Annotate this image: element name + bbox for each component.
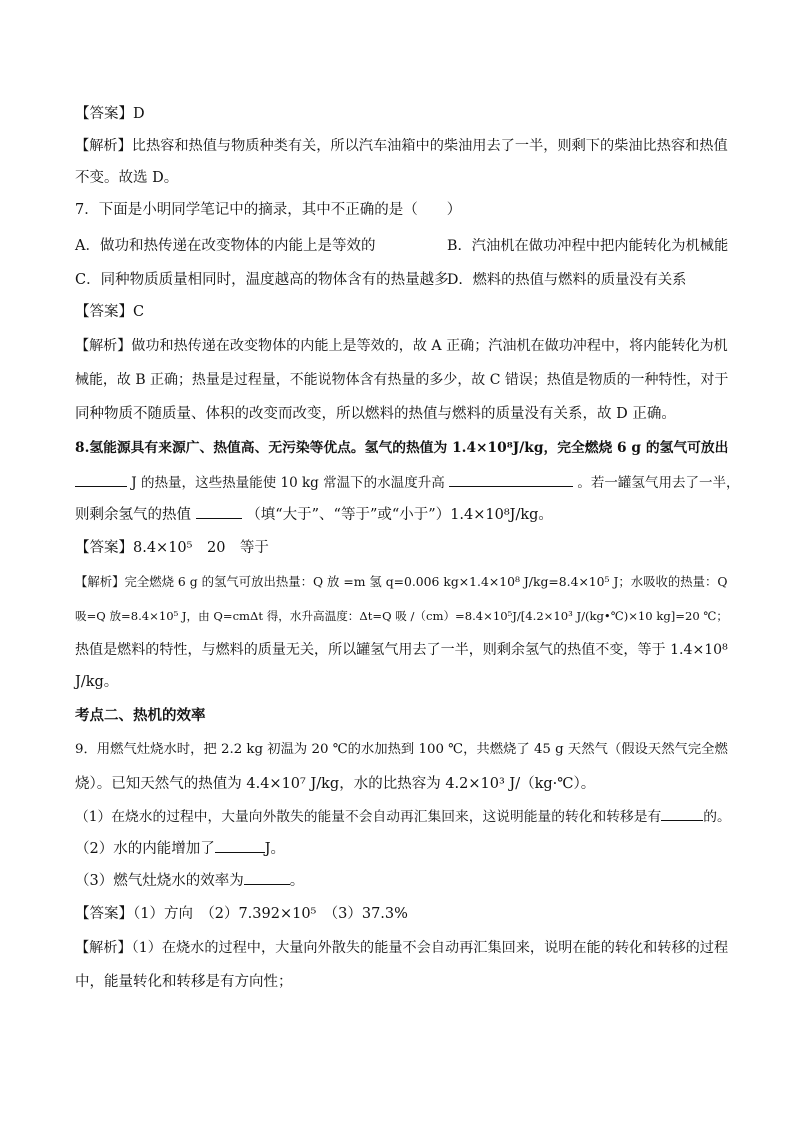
answer-blank [244,870,290,885]
answer-blank [661,806,703,821]
question-9-part-1 [75,806,731,827]
question-7-option-a: A．做功和热传递在改变物体的内能上是等效的 [75,238,376,254]
question-7-option-d: D．燃料的热值与燃料的质量没有关系 [447,272,687,288]
answer-8: 【答案】8.4×10⁵ 20 等于 [75,540,269,556]
question-9-text: J。 [264,841,286,857]
analysis-8-line-4: J/kg。 [75,674,119,690]
question-8-text: J 的热量，这些热量能使 10 kg 常温下的水温度升高 [131,475,445,491]
analysis-7-line-1: 【解析】做功和热传递在改变物体的内能上是等效的，故 A 正确；汽油机在做功冲程中，将内能转化为机 [75,338,728,354]
question-7-option-c: C．同种物质质量相同时，温度越高的物体含有的热量越多 [75,272,449,288]
answer-blank [215,838,265,853]
section-heading: 考点二、热机的效率 [75,707,206,724]
question-9-text: （1）在烧水的过程中，大量向外散失的能量不会自动再汇集回来，这说明能量的转化和转移是有 [75,809,662,825]
analysis-6-line-1: 【解析】比热容和热值与物质种类有关，所以汽车油箱中的柴油用去了一半，则剩下的柴油比热容和热值 [75,138,728,154]
analysis-8-line-3: 热值是燃料的特性，与燃料的质量无关，所以罐氢气用去了一半，则剩余氢气的热值不变，等于 1.4×10⁸ [75,642,728,658]
question-8-line-2 [75,472,740,493]
question-9-text: 的。 [703,809,731,825]
question-8-text: 则剩余氢气的热值 [75,507,191,523]
answer-blank [449,472,573,487]
analysis-9-line-2: 中，能量转化和转移是有方向性； [75,974,293,990]
analysis-7-line-3: 同种物质不随质量、体积的改变而改变，所以燃料的热值与燃料的质量没有关系，故 D 正确。 [75,406,676,422]
question-9-part-2 [75,838,725,859]
question-9-text: 。 [289,873,305,889]
analysis-6-line-2: 不变。故选 D。 [75,170,179,186]
question-8-line-3 [75,504,725,525]
question-7-option-b: B．汽油机在做功冲程中把内能转化为机械能 [447,238,729,254]
analysis-8-line-1: 【解析】完全燃烧 6 g 的氢气可放出热量：Q 放 =m 氢 q=0.006 kg×1.4×10⁸ J/kg=8.4×10⁵ J；水吸收的热量：Q [75,575,728,589]
question-9-line-2: 烧）。已知天然气的热值为 4.4×10⁷ J/kg，水的比热容为 4.2×10³ J/（kg·℃）。 [75,776,596,792]
question-9-text: （3）燃气灶烧水的效率为 [75,873,244,889]
analysis-8-line-2: 吸=Q 放=8.4×10⁵ J，由 Q=cmΔt 得，水升高温度：Δt=Q 吸 /（cm）=8.4×10⁵J/[4.2×10³ J/(kg•℃)×10 kg]=20 ℃； [75,609,728,623]
analysis-9-line-1: 【解析】（1）在烧水的过程中，大量向外散失的能量不会自动再汇集回来，说明在能的转化和转移的过程 [75,940,729,956]
answer-9: 【答案】（1）方向 （2）7.392×10⁵ （3）37.3% [75,906,408,922]
question-9-text: （2）水的内能增加了 [75,841,215,857]
question-9-part-3 [75,870,725,891]
answer-6: 【答案】D [75,106,145,122]
question-8-line-1: 8.氢能源具有来源广、热值高、无污染等优点。氢气的热值为 1.4×10⁸J/kg，完全燃烧 6 g 的氢气可放出 [75,440,729,456]
question-7-stem: 7．下面是小明同学笔记中的摘录，其中不正确的是（ ） [75,202,462,218]
analysis-7-line-2: 械能，故 B 正确；热量是过程量，不能说物体含有热量的多少，故 C 错误；热值是物质的一种特性，对于 [75,372,729,388]
question-8-text: 。若一罐氢气用去了一半， [577,475,740,491]
question-8-text: （填“大于”、“等于”或“小于”）1.4×10⁸J/kg。 [246,507,553,523]
answer-blank [196,504,242,519]
question-9-line-1: 9．用燃气灶烧水时，把 2.2 kg 初温为 20 ℃的水加热到 100 ℃，共燃烧了 45 g 天然气（假设天然气完全燃 [75,742,728,757]
answer-blank [75,472,127,487]
answer-7: 【答案】C [75,304,145,320]
